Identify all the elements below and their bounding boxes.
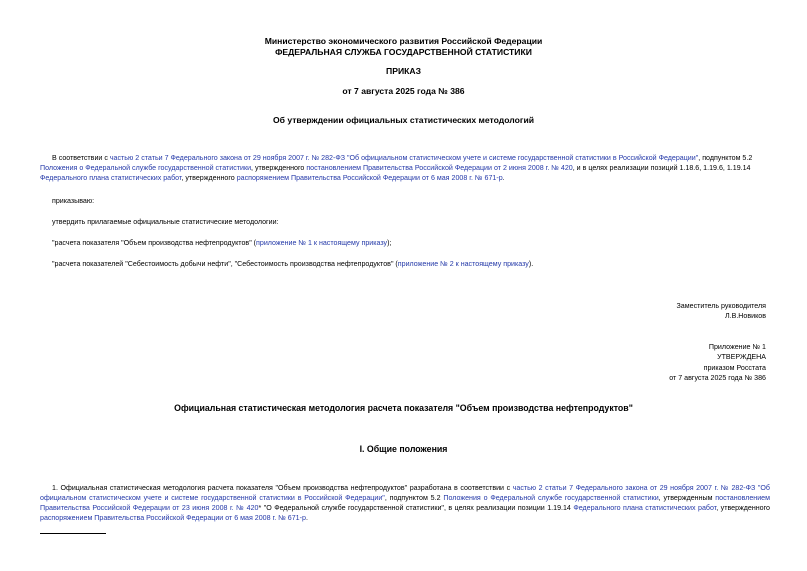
doc-type: ПРИКАЗ (386, 66, 421, 76)
order-item-2-text: "расчета показателей "Себестоимость добычи нефти", "Себестоимость производства нефтепродуктов" ( (52, 260, 398, 268)
appendix-number: Приложение № 1 (708, 343, 766, 351)
mp1-order-link[interactable]: распоряжением Правительства Российской Федерации от 6 мая 2008 г. № 671-р (40, 514, 306, 522)
mp1-law-link[interactable]: частью 2 статьи 7 Федерального закона от 29 ноября 2007 г. № 282-ФЗ "Об официальном статистическом учете и системе государственной статистики в Российской Федерации" (40, 484, 770, 502)
law-link[interactable]: частью 2 статьи 7 Федерального закона от 29 ноября 2007 г. № 282-ФЗ "Об официальном статистическом учете и системе государственной статистики в Российской Федерации" (109, 154, 699, 162)
preamble-text-1: В соответствии с (52, 154, 110, 162)
federal-plan-link[interactable]: Федерального плана статистических работ (40, 174, 182, 182)
doc-date: от 7 августа 2025 года № 386 (342, 86, 465, 96)
order-item-1-text: "расчета показателя "Объем производства нефтепродуктов" ( (52, 239, 257, 247)
regulation-link[interactable]: Положения о Федеральной службе государственной статистики (40, 164, 252, 172)
preamble-paragraph (40, 153, 770, 183)
order-item-2-end: ). (528, 260, 534, 268)
mp1-text-6: . (305, 514, 308, 522)
appendix-approved: УТВЕРЖДЕНА (717, 353, 766, 361)
order-link[interactable]: распоряжением Правительства Российской Федерации от 6 мая 2008 г. № 671-р (236, 174, 503, 182)
preamble-text-5: , утвержденного (181, 174, 237, 182)
ministry-heading: Министерство экономического развития Российской Федерации (264, 36, 543, 46)
preamble-text-3: , утвержденного (251, 164, 307, 172)
appendix-1-link[interactable]: приложение № 1 к настоящему приказу (256, 239, 388, 247)
order-item-1 (52, 238, 391, 248)
service-heading: ФЕДЕРАЛЬНАЯ СЛУЖБА ГОСУДАРСТВЕННОЙ СТАТИСТИКИ (275, 47, 532, 57)
mp1-federal-plan-link[interactable]: Федерального плана статистических работ (573, 504, 717, 512)
preamble-text-6: . (502, 174, 505, 182)
mp1-text-2: , подпунктом 5.2 (384, 494, 444, 502)
signature-name: Л.В.Новиков (724, 312, 766, 320)
methodology-paragraph-1 (40, 483, 770, 523)
order-item-1-end: ); (387, 239, 392, 247)
approve-text: утвердить прилагаемые официальные статистические методологии: (52, 218, 279, 226)
section-heading: I. Общие положения (359, 444, 448, 454)
appendix-date: от 7 августа 2025 года № 386 (669, 374, 766, 382)
order-item-2 (52, 259, 533, 269)
preamble-text-4: , и в целях реализации позиций 1.18.6, 1.19.6, 1.19.14 (572, 164, 751, 172)
mp1-text-5: , утвержденного (716, 504, 771, 512)
mp1-resolution-link[interactable]: постановлением Правительства Российской Федерации от 23 июня 2008 г. № 420 (40, 494, 770, 512)
footnote-separator (40, 533, 106, 534)
prikazyvayu: приказываю: (52, 197, 95, 205)
resolution-link[interactable]: постановлением Правительства Российской Федерации от 2 июня 2008 г. № 420 (306, 164, 573, 172)
appendix-by-order: приказом Росстата (703, 364, 766, 372)
mp1-text-4: * "О Федеральной службе государственной статистики", в целях реализации позиции 1.19.14 (258, 504, 574, 512)
appendix-2-link[interactable]: приложение № 2 к настоящему приказу (397, 260, 529, 268)
mp1-regulation-link[interactable]: Положения о Федеральной службе государственной статистики (443, 494, 659, 502)
signature-position: Заместитель руководителя (676, 302, 766, 310)
mp1-text-1: 1. Официальная статистическая методология расчета показателя "Объем производства нефтепродуктов" разработана в соответствии с (52, 484, 513, 492)
preamble-text-2: , подпунктом 5.2 (698, 154, 753, 162)
mp1-text-3: , утвержденным (658, 494, 716, 502)
methodology-title: Официальная статистическая методология расчета показателя "Объем производства нефтепродуктов" (174, 403, 633, 413)
doc-title: Об утверждении официальных статистических методологий (272, 115, 535, 125)
